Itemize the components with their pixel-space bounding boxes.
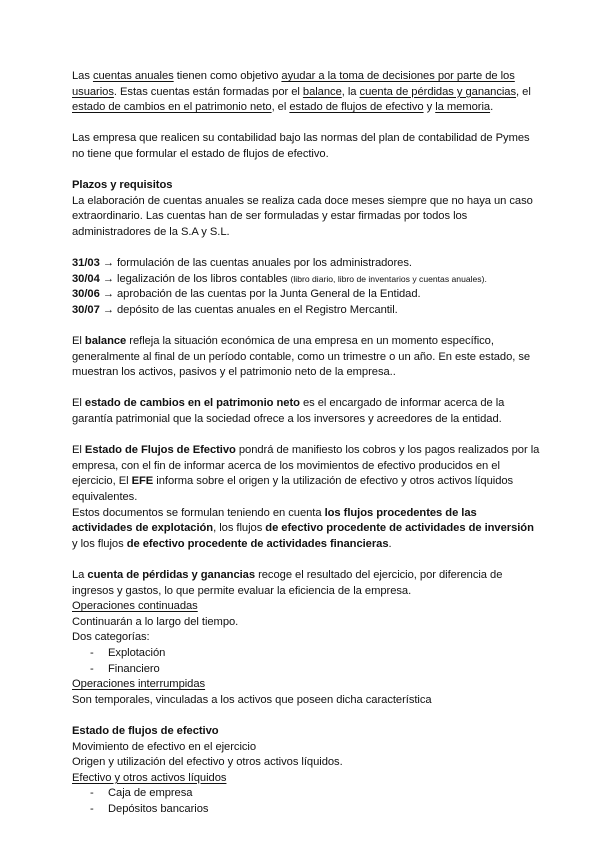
heading-text: Estado de flujos de efectivo <box>72 724 219 737</box>
underlined-term: cuenta de pérdidas y ganancias <box>359 85 517 98</box>
categories-list <box>72 646 540 677</box>
dates-list <box>72 256 540 318</box>
date-label: 30/04 <box>72 272 100 285</box>
underlined-term: Operaciones continuadas <box>72 600 198 613</box>
bold-term: balance <box>84 335 127 348</box>
date-text: → aprobación de las cuentas por la Junta General de la Entidad. <box>99 288 421 301</box>
text: . <box>490 101 494 114</box>
op-continuadas-text: Continuarán a lo largo del tiempo. <box>72 615 239 628</box>
underlined-term: balance <box>302 85 342 98</box>
date-label: 31/03 <box>72 257 100 270</box>
heading-text: Plazos y requisitos <box>72 179 173 192</box>
intro-paragraph <box>72 69 540 116</box>
date-item <box>72 256 540 272</box>
date-item <box>72 303 540 319</box>
underlined-term: ayudar a la toma de decisiones por parte de los usuarios <box>72 70 515 98</box>
op-continuadas-heading <box>72 599 540 615</box>
date-text: → depósito de las cuentas anuales en el Registro Mercantil. <box>99 303 398 316</box>
text: pondrá de manifiesto los cobros y los pagos realizados por la empresa, con el fin de informar acerca de los movimientos de efectivo producidos en el ejercicio, El <box>72 444 540 488</box>
underlined-term: estado de cambios en el patrimonio neto <box>72 101 272 114</box>
text: . Estas cuentas están formadas por el <box>113 85 303 98</box>
bold-term: EFE <box>131 475 154 488</box>
text: tienen como objetivo <box>173 70 282 82</box>
flujos-list <box>72 786 540 817</box>
text: , el <box>516 85 531 98</box>
date-label: 30/07 <box>72 303 100 316</box>
flujos-line: Movimiento de efectivo en el ejercicio <box>72 740 257 753</box>
efe-paragraph <box>72 443 540 505</box>
text: Las <box>72 70 93 82</box>
balance-paragraph <box>72 334 540 381</box>
text: . <box>388 537 392 550</box>
text: refleja la situación económica de una empresa en un momento específico, generalmente al final de un período contable, como un trimestre o un año. En este estado, se muestran los activos, pasivos y el patrimonio neto de la empresa.. <box>72 335 531 379</box>
text: es el encargado de informar acerca de la garantía patrimonial que la sociedad ofrece a los inversores y acreedores de la entidad. <box>72 397 505 426</box>
date-text: → legalización de los libros contables <box>99 272 291 285</box>
ecpn-paragraph <box>72 396 540 427</box>
date-item <box>72 287 540 303</box>
underlined-term: Efectivo y otros activos líquidos <box>72 771 227 784</box>
plazos-heading <box>72 178 540 194</box>
date-item <box>72 272 540 288</box>
text: El <box>72 397 85 410</box>
list-item: - Explotación <box>90 646 540 662</box>
op-interrumpidas-text: Son temporales, vinculadas a los activos que poseen dicha característica <box>72 693 432 706</box>
plazos-paragraph: La elaboración de cuentas anuales se realiza cada doce meses siempre que no haya un caso extraordinario. Las cuentas han de ser formuladas y estar firmadas por todos los administradores de la S.A y S.L. <box>72 194 533 238</box>
underlined-term: estado de flujos de efectivo <box>289 101 424 114</box>
date-label: 30/06 <box>72 288 100 301</box>
text: , la <box>341 85 360 98</box>
text: El <box>72 444 85 457</box>
date-note: (libro diario, libro de inventarios y cuentas anuales). <box>290 273 487 284</box>
text: El <box>72 335 85 348</box>
list-item: - Financiero <box>90 662 540 678</box>
text: La <box>72 569 88 581</box>
text: recoge el resultado del ejercicio, por diferencia de ingresos y gastos, lo que permite evaluar la eficiencia de la empresa. <box>72 569 503 597</box>
bold-term: Estado de Flujos de Efectivo <box>84 444 236 457</box>
text: Estos documentos se formulan teniendo en cuenta <box>72 506 325 519</box>
underlined-term: Operaciones interrumpidas <box>72 678 206 691</box>
bold-term: de efectivo procedente de actividades financieras <box>126 537 389 550</box>
text: y <box>423 101 436 114</box>
bold-term: de efectivo procedente de actividades de inversión <box>265 522 534 535</box>
flujos-subheading <box>72 771 540 787</box>
list-item: - Depósitos bancarios <box>90 802 540 818</box>
underlined-term: la memoria <box>435 101 491 114</box>
flujos-line: Origen y utilización del efectivo y otros activos líquidos. <box>72 756 343 769</box>
flujos-heading <box>72 724 540 740</box>
pymes-paragraph: Las empresa que realicen su contabilidad bajo las normas del plan de contabilidad de Pymes no tiene que formular el estado de flujos de efectivo. <box>72 132 530 160</box>
text: y los flujos <box>72 537 127 550</box>
text: , el <box>271 101 290 114</box>
bold-term: cuenta de pérdidas y ganancias <box>87 569 256 581</box>
categories-label: Dos categorías: <box>72 631 150 644</box>
list-item: - Caja de empresa <box>90 786 540 802</box>
efe-flows-paragraph <box>72 506 540 553</box>
text: informa sobre el origen y la utilización de efectivo y otros activos líquidos equivalentes. <box>72 475 514 504</box>
op-interrumpidas-heading <box>72 677 540 693</box>
underlined-term: cuentas anuales <box>92 70 174 82</box>
bold-term: los flujos procedentes de las actividades de explotación <box>72 506 477 535</box>
cpg-paragraph <box>72 568 540 599</box>
date-text: → formulación de las cuentas anuales por los administradores. <box>99 257 412 270</box>
text: , los flujos <box>213 522 266 535</box>
bold-term: estado de cambios en el patrimonio neto <box>84 397 300 410</box>
